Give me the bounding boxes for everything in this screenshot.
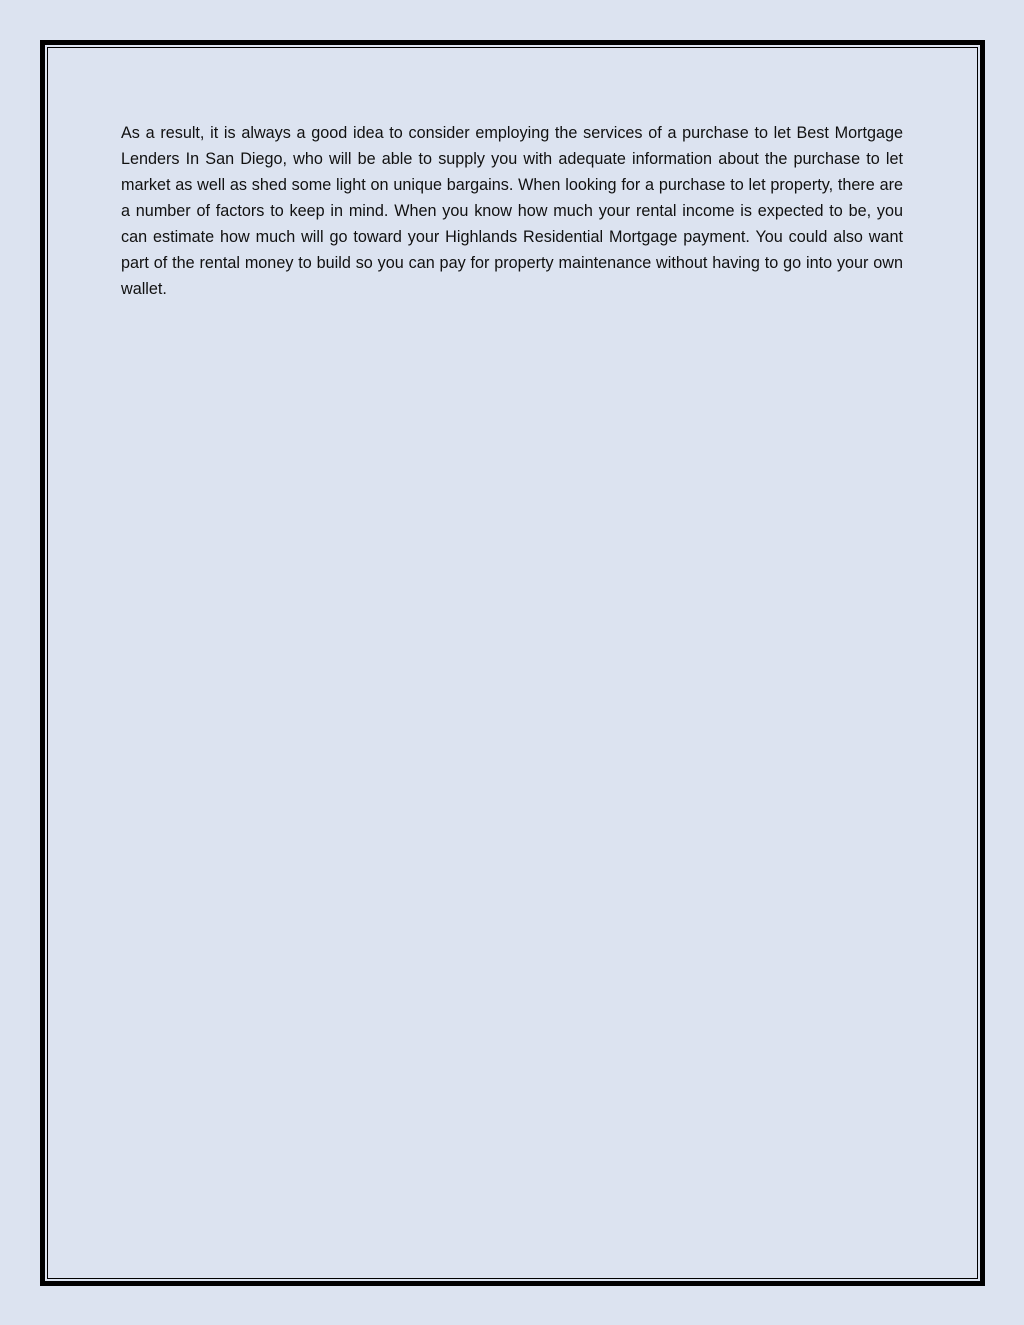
body-paragraph: As a result, it is always a good idea to consider employing the services of a purchase to let Best Mortgage Lenders In San Diego, who will be able to supply you with adequate information about the purchase to let market as well as shed some light on unique bargains. When looking for a purchase to let property, there are a number of factors to keep in mind. When you know how much your rental income is expected to be, you can estimate how much will go toward your Highlands Residential Mortgage payment. You could also want part of the rental money to build so you can pay for property maintenance without having to go into your own wallet.	[121, 124, 903, 298]
